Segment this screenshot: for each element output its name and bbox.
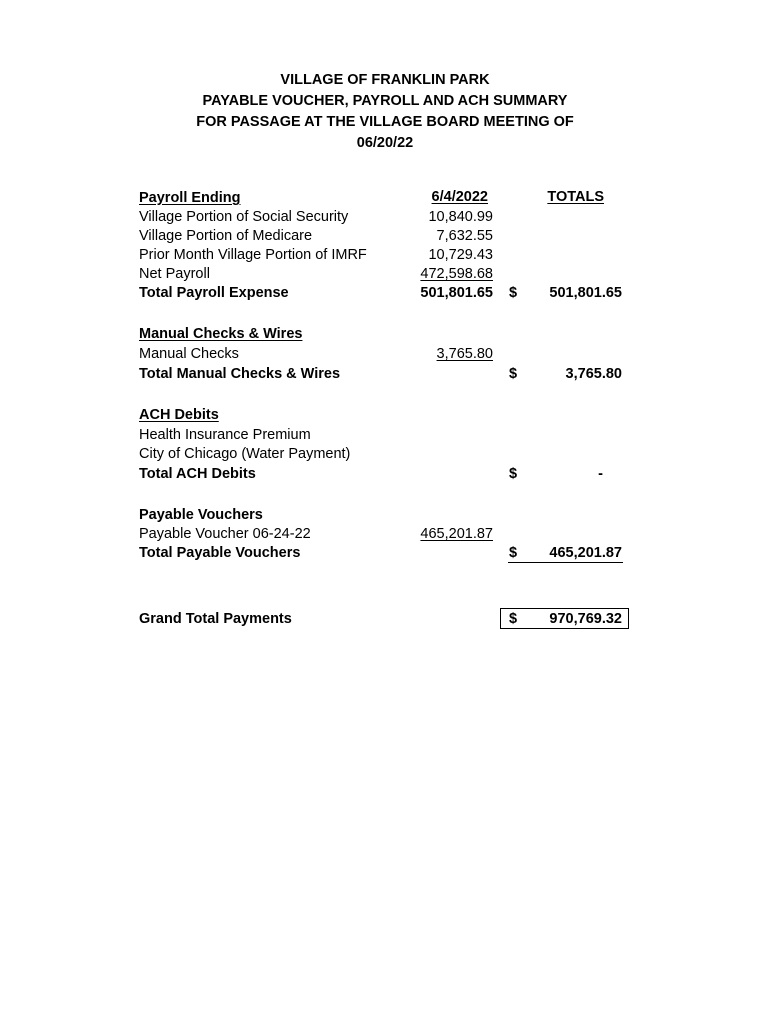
payroll-row-amount: 472,598.68 — [420, 266, 493, 282]
payable-vouchers-total-currency: $ — [509, 545, 518, 561]
payable-vouchers-total-value: 465,201.87 — [549, 545, 622, 561]
payroll-row-label: Village Portion of Social Security — [139, 209, 349, 225]
grand-total-label: Grand Total Payments — [139, 611, 292, 627]
ach-row-label: Health Insurance Premium — [139, 427, 311, 443]
header-meeting-date: 06/20/22 — [356, 135, 414, 151]
payable-vouchers-heading: Payable Vouchers — [139, 507, 263, 523]
grand-total-value: 970,769.32 — [549, 611, 622, 627]
payroll-total-currency: $ — [509, 285, 518, 301]
payroll-date-column: 6/4/2022 — [431, 189, 488, 205]
payroll-row-amount: 10,729.43 — [428, 247, 493, 263]
totals-column-heading: TOTALS — [547, 189, 604, 205]
ach-total-currency: $ — [509, 466, 518, 482]
manual-checks-heading: Manual Checks & Wires — [139, 326, 303, 342]
header-title: VILLAGE OF FRANKLIN PARK — [280, 72, 490, 88]
manual-checks-row-label: Manual Checks — [139, 346, 239, 362]
ach-total-label: Total ACH Debits — [139, 466, 256, 482]
document-header — [0, 70, 770, 154]
payroll-total-label: Total Payroll Expense — [139, 285, 289, 301]
header-meeting-line: FOR PASSAGE AT THE VILLAGE BOARD MEETING OF — [196, 114, 574, 130]
payroll-heading: Payroll Ending — [139, 190, 241, 206]
manual-checks-total-value: 3,765.80 — [565, 366, 622, 382]
payable-vouchers-total-label: Total Payable Vouchers — [139, 545, 301, 561]
grand-total-currency: $ — [509, 611, 518, 627]
payroll-row-amount: 7,632.55 — [436, 228, 493, 244]
ach-row-label: City of Chicago (Water Payment) — [139, 446, 351, 462]
payroll-row-label: Village Portion of Medicare — [139, 228, 313, 244]
manual-checks-row-amount: 3,765.80 — [436, 346, 493, 362]
payroll-total-value: 501,801.65 — [549, 285, 622, 301]
payable-voucher-row-amount: 465,201.87 — [420, 526, 493, 542]
payroll-total-amount: 501,801.65 — [420, 285, 493, 301]
payroll-row-amount: 10,840.99 — [428, 209, 493, 225]
payroll-row-label: Net Payroll — [139, 266, 210, 282]
ach-total-value: - — [598, 466, 603, 482]
payable-voucher-row-label: Payable Voucher 06-24-22 — [139, 526, 311, 542]
manual-checks-total-label: Total Manual Checks & Wires — [139, 366, 341, 382]
vouchers-total-underline — [508, 562, 623, 563]
manual-checks-total-currency: $ — [509, 366, 518, 382]
ach-debits-heading: ACH Debits — [139, 407, 219, 423]
header-subtitle: PAYABLE VOUCHER, PAYROLL AND ACH SUMMARY — [202, 93, 568, 109]
payroll-row-label: Prior Month Village Portion of IMRF — [139, 247, 367, 263]
